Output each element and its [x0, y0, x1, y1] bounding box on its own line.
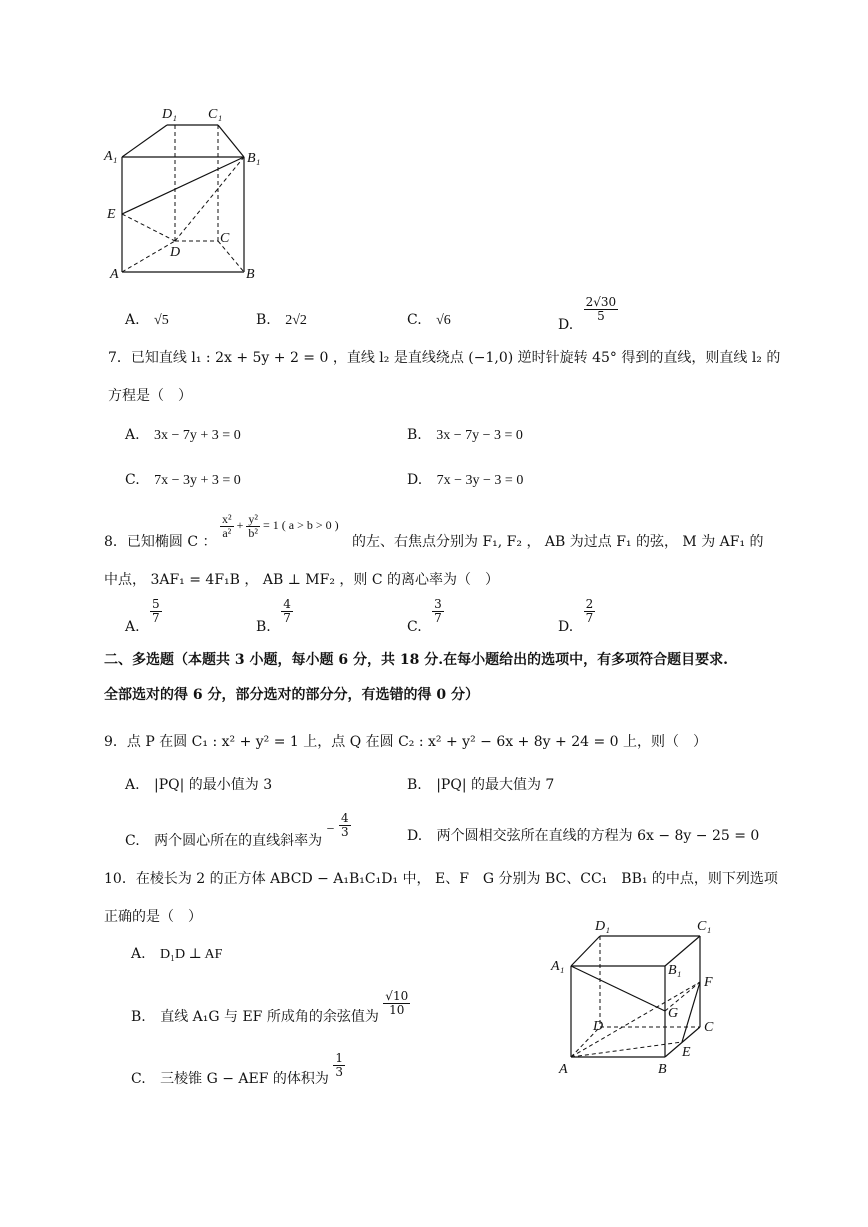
label-f: F	[704, 975, 713, 990]
label-a: A	[110, 267, 119, 282]
figure-cube	[548, 910, 728, 1080]
q6-option-c	[407, 312, 451, 329]
minus-sign: −	[326, 822, 335, 838]
label-b1: B₁	[247, 151, 261, 166]
q8-ellipse-equation: $\frac{\text{x²}}{\text{a²}}$ + $\frac{\text{y²}}{\text{b²}}$ = 1 ( a > b > 0 )	[222, 512, 339, 540]
q8-option-d	[558, 597, 595, 636]
q10-option-c	[131, 1051, 345, 1088]
fraction-denominator: 5	[597, 308, 605, 323]
option-letter: A.	[125, 312, 140, 328]
option-value: 7x − 3y − 3 = 0	[436, 473, 524, 488]
fraction-numerator: y²	[248, 512, 258, 526]
q9-option-c	[125, 811, 351, 850]
option-letter: B.	[256, 619, 271, 636]
q9-stem: 9．点 P 在圆 C₁ : x² + y² = 1 上，点 Q 在圆 C₂ : x² + y² − 6x + 8y + 24 = 0 上，则（ ）	[104, 734, 708, 750]
option-letter: D.	[558, 619, 574, 636]
option-text: 直线 A₁G 与 EF 所成角的余弦值为	[160, 1009, 379, 1026]
label-a1: A₁	[104, 149, 118, 164]
q8-stem-line2: 中点， 3AF₁ = 4F₁B ， AB ⊥ MF₂ ，则 C 的离心率为（ ）	[104, 572, 500, 588]
fraction-numerator: 2√30	[585, 295, 617, 309]
q7-option-c	[125, 472, 241, 489]
option-value: |PQ| 的最小值为 3	[154, 777, 273, 793]
label-d1: D₁	[595, 919, 610, 934]
option-letter: D.	[407, 472, 423, 488]
q8-stem-prefix: 8．已知椭圆 C ：	[104, 534, 217, 550]
q10-option-a	[131, 946, 222, 963]
label-g: G	[668, 1006, 679, 1021]
q7-option-b	[407, 427, 523, 444]
fraction	[246, 513, 260, 539]
fraction-numerator: √10	[385, 989, 409, 1003]
fraction-denominator: 7	[152, 610, 160, 625]
fraction-numerator: 4	[283, 597, 291, 611]
option-letter: D.	[407, 828, 423, 844]
option-value: 7x − 3y + 3 = 0	[154, 473, 241, 488]
label-b1: B₁	[668, 963, 682, 978]
fraction-denominator: 3	[335, 1064, 343, 1079]
q6-option-d	[558, 295, 618, 334]
option-letter: C.	[407, 619, 422, 636]
q8-option-c	[407, 597, 444, 636]
q10-stem-line1: 10．在棱长为 2 的正方体 ABCD − A₁B₁C₁D₁ 中， E、F G 分别为 BC、CC₁ BB₁ 的中点，则下列选项	[104, 871, 778, 887]
fraction-denominator: 7	[434, 610, 442, 625]
option-letter: C.	[131, 1071, 146, 1088]
option-fraction	[281, 598, 293, 624]
fraction-denominator: b²	[248, 525, 258, 540]
label-b: B	[658, 1062, 667, 1077]
option-letter: A.	[125, 427, 140, 443]
option-value: √6	[436, 313, 451, 328]
option-letter: C.	[407, 312, 422, 328]
q9-option-a	[125, 774, 272, 794]
q8-option-a	[125, 597, 162, 636]
option-letter: B.	[407, 427, 422, 443]
q7-stem-line2: 方程是（ ）	[108, 388, 192, 404]
option-fraction	[584, 598, 596, 624]
q10-option-b	[131, 989, 410, 1026]
option-fraction	[333, 1052, 345, 1078]
figure-prism	[100, 95, 280, 290]
label-e: E	[682, 1045, 691, 1060]
label-d1: D₁	[162, 107, 177, 122]
fraction-denominator: 7	[283, 610, 291, 625]
option-value: √5	[154, 313, 169, 328]
option-letter: B.	[256, 312, 271, 328]
option-letter: B.	[407, 777, 422, 793]
label-b: B	[246, 267, 255, 282]
q8-stem-suffix: 的左、右焦点分别为 F₁, F₂ ， AB 为过点 F₁ 的弦， M 为 AF₁ 的	[352, 534, 764, 550]
q6-option-a	[125, 312, 169, 329]
fraction-numerator: x²	[222, 512, 232, 526]
fraction-numerator: 1	[335, 1051, 343, 1065]
option-fraction	[339, 812, 351, 838]
option-value: |PQ| 的最大值为 7	[436, 777, 555, 793]
option-letter: A.	[125, 619, 140, 636]
option-fraction	[150, 598, 162, 624]
section-heading-line1: 二、多选题（本题共 3 小题，每小题 6 分，共 18 分.在每小题给出的选项中，有多项符合题目要求.	[104, 652, 728, 668]
label-d: D	[170, 245, 181, 260]
option-letter: B.	[131, 1009, 146, 1026]
label-c1: C₁	[697, 919, 712, 934]
label-a: A	[559, 1062, 568, 1077]
option-value: 3x − 7y + 3 = 0	[154, 428, 241, 443]
q10-stem-line2: 正确的是（ ）	[104, 909, 202, 925]
label-c: C	[704, 1020, 714, 1035]
fraction-denominator: 10	[389, 1002, 405, 1017]
q8-option-b	[256, 597, 293, 636]
option-fraction	[584, 296, 619, 322]
option-text: 三棱锥 G − AEF 的体积为	[160, 1071, 329, 1088]
option-letter: C.	[125, 472, 140, 488]
option-value: 两个圆相交弦所在直线的方程为 6x − 8y − 25 = 0	[436, 828, 760, 844]
fraction-numerator: 2	[585, 597, 594, 611]
q9-option-d	[407, 825, 759, 845]
label-d: D	[593, 1019, 604, 1034]
option-value: 2√2	[285, 313, 307, 328]
option-value: D₁D ⊥ AF	[160, 947, 223, 962]
fraction-numerator: 4	[340, 811, 349, 825]
q7-option-a	[125, 427, 241, 444]
option-text: 两个圆心所在的直线斜率为	[154, 833, 323, 850]
option-letter: A.	[125, 777, 140, 793]
fraction-denominator: a²	[222, 525, 232, 540]
label-e: E	[107, 207, 116, 222]
q7-stem-line1: 7．已知直线 l₁ : 2x + 5y + 2 = 0 ，直线 l₂ 是直线绕点 (−1,0) 逆时针旋转 45° 得到的直线，则直线 l₂ 的	[108, 350, 781, 366]
option-value: 3x − 7y − 3 = 0	[436, 428, 523, 443]
option-fraction	[383, 990, 410, 1016]
q9-option-b	[407, 774, 554, 794]
fraction	[220, 513, 234, 539]
option-letter: C.	[125, 833, 140, 850]
option-letter: D.	[558, 317, 574, 334]
section-heading-line2: 全部选对的得 6 分，部分选对的部分分，有选错的得 0 分）	[104, 687, 479, 703]
equation-tail: = 1 ( a > b > 0 )	[263, 517, 339, 532]
fraction-numerator: 5	[152, 597, 160, 611]
fraction-numerator: 3	[434, 597, 442, 611]
q6-option-b	[256, 312, 307, 329]
label-c: C	[220, 231, 230, 246]
q7-option-d	[407, 472, 523, 489]
label-a1: A₁	[551, 959, 565, 974]
option-fraction	[432, 598, 444, 624]
fraction-denominator: 3	[340, 824, 349, 839]
label-c1: C₁	[208, 107, 223, 122]
option-letter: A.	[131, 946, 146, 962]
fraction-denominator: 7	[585, 610, 594, 625]
